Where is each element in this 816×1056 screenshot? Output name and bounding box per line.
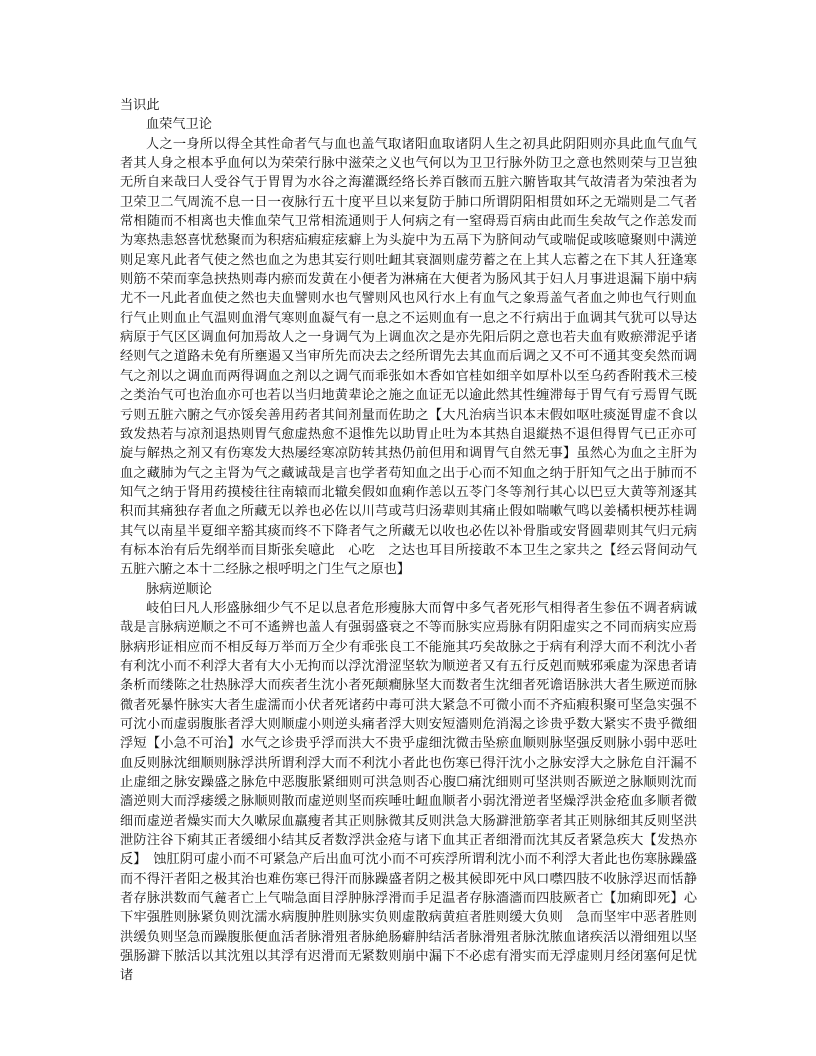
bracket-note: 【经云肾间动气五脏六腑之本十二经脉之根呼明之门生气之原也】	[120, 542, 697, 578]
body-text: 蚀肛阴可虚小而不可紧急产后出血可沈小而不可疾浮所谓利沈小而不利浮大者此也伤寒脉躁盛而不得汗者阳之极其治也难伤寒已得汗而脉躁盛者阴之极其候即死中风口噤四肢不收脉浮迟而恬静者存脉洪数而气麄者亡上气喘急面目浮肿脉浮滑而手足温者存脉濇濇而四肢厥者亡	[120, 852, 697, 907]
bracket-note: 【发热亦反】	[120, 833, 698, 868]
body-text: 岐伯曰凡人形盛脉细少气不足以息者危形瘦脉大而胷中多气者死形气相得者生参伍不调者病诚哉是言脉病逆顺之不可不遙辨也盖人有强弱盛衰之不等而脉实应焉脉有阴阳虚实之不同而病实应焉脉病形证相应而不相反每万举而万全少有乖张良工不能施其巧矣故脉之于病有利浮大而不利沈小者有利沈小而不利浮大者有大小无拘而以浮沈滑涩坚软为顺逆者又有五行反剋而贼邪乘虚为深患者请条析而缕陈之壮热脉浮大而疾者生沈小者死颠癎脉坚大而数者生沈细者死谵语脉洪大者生厥逆而脉微者死暴忤脉实大者生虚濡而小伏者死诸药中毒可洪大紧急不可微小而不齐疝瘕积聚可坚急实强不可沈小而虚弱腹胀者浮大则顺虚小则逆头痛者浮大则安短濇则危消渴之诊贵乎数大紧实不贵乎微细浮短	[120, 600, 697, 752]
section-title-blood-qi: 血荣气卫论	[146, 117, 212, 133]
page-heading: 当识此	[120, 98, 160, 113]
body-text: 虽然心为血之主肝为血之藏肺为气之主肾为气之藏诚哉是言也学者苟知血之出于心而不知血之纳于肝知气之出于肺而不知气之纳于肾用药摸棱往往南辕而北辙矣假如血痢作恙以五苓门冬等剂行其心以巴豆大黄等剂逐其积而其痛独存者血之所藏无以养也必佐以川芎或芎归汤辈则其痛止假如喘嗽气鸣以姜橘枳梗苏桂调其气以南星半夏细辛豁其痰而终不下降者气之所藏无以收也必佐以补骨脂或安肾圆辈则其气归元病有标本治有后先纲举而目斯张矣噫此 心吃 之达也耳目所接敢不本卫生之家共之	[120, 446, 698, 558]
body-text: 水气之诊贵乎浮而洪大不贵乎虚细沈微击坠瘀血顺则脉坚强反则脉小弱中恶吐血反则脉沈细顺则脉浮洪所谓利浮大而不利沈小者此也伤寒已得汗沈小之脉安浮大之脉危自汗漏不止虚细之脉安躁盛之脉危中恶腹胀紧细则可洪急则否心腹☐痛沈细则可坚洪则否厥逆之脉顺则沈而濇逆则大而浮痿缓之脉顺则散而虚逆则坚而疾唾吐衄血顺者小弱沈滑逆者坚燥浮洪金疮血多顺者微细而虚逆者燥实而大久嗽尿血羸瘦者其正则脉微其反则洪急大肠澼泄筋挛者其正则脉细其反则坚洪泄防注谷下痢其正者缓细小结其反者数浮洪金疮与诸下血其正者细滑而沈其反者紧急疾大	[120, 736, 698, 849]
bracket-note: 【大凡治病当识本末假如呕吐痰涎胃虚不食以致发热若与凉剂退热则胃气愈虚热愈不退惟先以助胃止吐为本其热自退縦热不退但得胃气已正亦可旋与解热之剂又有伤寒发大热屡经寒凉防转其热仍前但用和调胃气自然无事】	[120, 407, 698, 462]
section-body-blood-qi	[120, 135, 697, 580]
section-title-pulse: 脉病逆顺论	[146, 581, 212, 597]
section-body-pulse	[120, 599, 697, 986]
bracket-note: 【小急不可治】	[146, 736, 241, 752]
bracket-note: 【加痢即死】	[603, 891, 684, 907]
body-text: 人之一身所以得全其性命者气与血也盖气取诸阳血取诸阴人生之初具此阴阳则亦具此血气血气者其人身之根本乎血何以为荣荣行脉中滋荣之义也气何以为卫卫行脉外防卫之意也然则荣与卫岂独无所自来哉曰人受谷气于胃胃为水谷之海灌溉经络长养百骸而五脏六腑皆取其气故清者为荣浊者为卫荣卫二气周流不息一日一夜脉行五十度平旦以来复防于肺口所谓阴阳相贯如环之无端则是二气者常相随而不相离也夫惟血荣气卫常相流通则于人何病之有一窒碍焉百病由此而生矣故气之作恙发而为寒热恚怒喜忧愁聚而为积痞疝瘕症痃癖上为头旋中为五鬲下为脐间动气或喘促或咳噫聚则中满逆则足寒凡此者气使之然也血之为患其妄行则吐衄其衰涸则虚劳蓄之在上其人忘蓄之在下其人狂逢寒则筋不荣而挛急挟热则毒内瘀而发黄在小便者为淋痛在大便者为肠风其于妇人月事进退漏下崩中病尤不一凡此者血使之然也夫血譬则水也气譬则风也风行水上有血气之象焉盖气者血之帅也气行则血行气止则血止气温则血滑气寒则血凝气有一息之不运则血有一息之不行病出于血调其气犹可以导达病原于气区区调血何加焉故人之一身调气为上调血次之是亦先阳后阴之意也若夫血有败瘀滞泥乎诸经则气之道路未免有所壅遏又当审所先而决去之经所谓先去其血而后调之又不可不通其变矣然而调气之剂以之调血而两得调血之剂以之调气而乖张如木香如官桂如细辛如厚朴以至乌药香附莪术三棱之类治气可也治血亦可也若以当归地黄辈论之施之血证无以逾此然其性缠滞每于胃气有亏焉胃气既亏则五脏六腑之气亦馁矣善用药者其间剂量而佐助之	[120, 136, 697, 423]
document-page	[120, 96, 697, 986]
body-text: 心下牢强胜则脉紧负则沈濡水病腹肿胜则脉实负则虚散病黄疸者胜则缓大负则 急而坚牢中恶者胜则洪缓负则坚急而躁腹胀便血活者脉滑殂者脉絶肠癖肿结活者脉滑殂者脉沈脓血诸疾活以滑细殂以坚强肠澼下脓活以其沈殂以其浮有迟滑而无紧数则崩中漏下不必虑有滑实而无浮虚则月经闭塞何足忧诸	[120, 891, 697, 984]
